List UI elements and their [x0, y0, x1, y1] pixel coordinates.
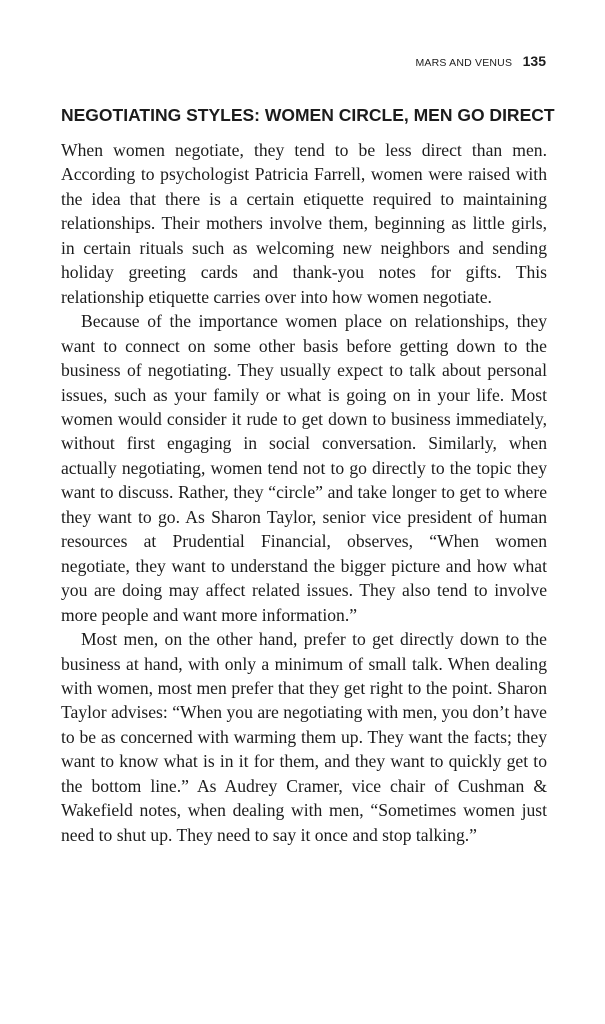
- section-heading: NEGOTIATING STYLES: WOMEN CIRCLE, MEN GO DIRECT: [61, 105, 555, 125]
- paragraph-1: When women negotiate, they tend to be less direct than men. According to psychologist Patricia Farrell, women were raised with the idea that there is a certain etiquette required to maintaining relationships. Their mothers involve them, beginning as little girls, in certain rituals such as welcoming new neighbors and sending holiday greeting cards and thank-you notes for gifts. This relationship etiquette carries over into how women negotiate.: [61, 140, 547, 307]
- paragraph-3: Most men, on the other hand, prefer to get directly down to the business at hand, with only a minimum of small talk. When dealing with women, most men prefer that they get right to the point. Sharon Taylor advises: “When you are negotiating with men, you don’t have to be as concerned with warming them up. They want the facts; they want to know what is in it for them, and they want to quickly get to the bottom line.” As Audrey Cramer, vice chair of Cushman & Wakefield notes, when dealing with men, “Sometimes women just need to shut up. They need to say it once and stop talking.”: [61, 629, 547, 845]
- running-title: MARS AND VENUS: [415, 57, 513, 69]
- page-number: 135: [522, 53, 546, 69]
- running-head: [415, 53, 546, 71]
- paragraph-2: Because of the importance women place on relationships, they want to connect on some other basis before getting down to the business of negotiating. They usually expect to talk about personal issues, such as your family or what is going on in your life. Most women would consider it rude to get down to business immediately, without first engaging in social conversation. Similarly, when actually negotiating, women tend not to go directly to the topic they want to discuss. Rather, they “circle” and take longer to get to where they want to go. As Sharon Taylor, senior vice president of human resources at Prudential Financial, observes, “When women negotiate, they want to understand the bigger picture and how what you are doing may affect related issues. They also tend to involve more people and want more information.”: [61, 311, 547, 625]
- body-text: [61, 138, 547, 847]
